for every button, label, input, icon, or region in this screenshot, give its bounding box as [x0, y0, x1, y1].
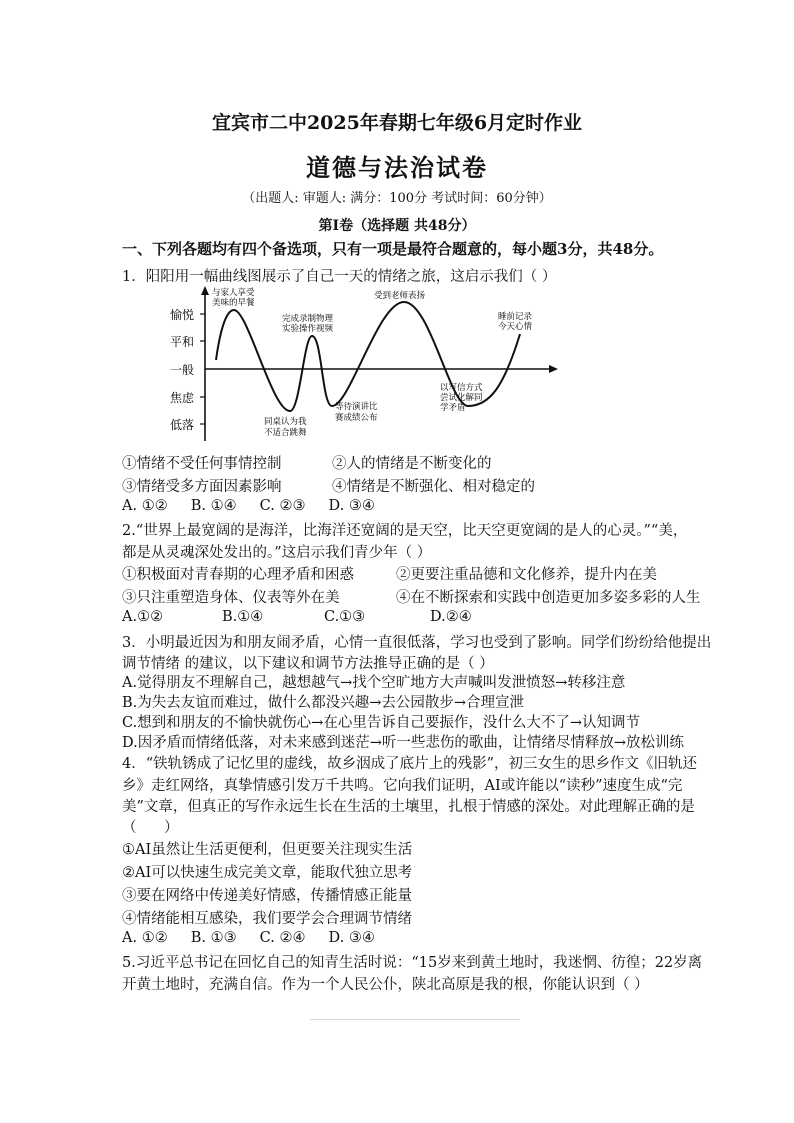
q3-option-d: D.因矛盾而情绪低落，对未来感到迷茫→听一些悲伤的歌曲，让情绪尽情释放→放松训练 — [122, 735, 685, 751]
annotation-deskmate-2: 不适合跳舞 — [264, 428, 307, 438]
q2-answer-a: A.①② — [122, 609, 164, 625]
q4-stem-line-3: 美”文章，但真正的写作永远生长在生活的土壤里，扎根于情感的深处。对此理解正确的是 — [122, 799, 695, 815]
annotation-letter-3: 学矛盾 — [440, 403, 466, 413]
emotion-curve-chart — [160, 286, 560, 446]
q3-stem-line-2: 调节情绪 的建议，以下建议和调节方法推导正确的是（ ） — [122, 656, 494, 672]
level-label-ordinary: 一般 — [170, 363, 195, 377]
x-axis-arrow — [549, 365, 558, 373]
annotation-praise: 受到老师表扬 — [374, 291, 426, 301]
q1-stem: 1．阳阳用一幅曲线图展示了自己一天的情绪之旅，这启示我们（ ） — [122, 269, 557, 285]
school-exam-title: 宜宾市二中2025年春期七年级6月定时作业 — [211, 112, 583, 134]
q3-stem-line-1: 3．小明最近因为和朋友闹矛盾，心情一直很低落，学习也受到了影响。同学们纷纷给他提出 — [122, 635, 712, 651]
level-label-calm: 平和 — [170, 335, 195, 349]
q4-stem-line-1: 4．“铁轨锈成了记忆里的虚线，故乡洇成了底片上的残影”，初三女生的思乡作文《旧轨还 — [122, 756, 698, 772]
q4-stem-line-2: 乡》走红网络，真挚情感引发万千共鸣。它向我们证明，AI或许能以“读秒”速度生成“完 — [122, 778, 683, 794]
q5-stem-line-1: 5.习近平总书记在回忆自己的知青生活时说：“15岁来到黄土地时，我迷惘、彷徨；22岁离 — [122, 955, 703, 971]
q5-stem-line-2: 开黄土地时，充满自信。作为一个人民公仆，陕北高原是我的根，你能认识到（ ） — [122, 977, 649, 993]
annotation-letter-2: 尝试化解同 — [440, 393, 483, 403]
annotation-letter-1: 以写信方式 — [440, 383, 483, 393]
q1-option-2: ②人的情绪是不断变化的 — [332, 456, 492, 472]
q4-answer-choices: A. ①② B. ①③ C. ②④ D. ③④ — [122, 930, 375, 946]
q1-option-3: ③情绪受多方面因素影响 — [122, 479, 282, 495]
q3-option-b: B.为失去友谊而难过，做什么都没兴趣→去公园散步→合理宣泄 — [122, 695, 525, 711]
q1-option-1: ①情绪不受任何事情控制 — [122, 456, 282, 472]
exam-meta-line: （出题人: 审题人: 满分：100分 考试时间：60分钟） — [242, 191, 552, 206]
q1-answer-choices: A. ①② B. ①④ C. ②③ D. ③④ — [122, 498, 375, 514]
annotation-contest-1: 等待演讲比 — [335, 402, 378, 412]
y-axis-arrow — [201, 286, 209, 295]
q2-option-1: ①积极面对青春期的心理矛盾和困惑 — [122, 567, 354, 583]
annotation-video-1: 完成录制物理 — [282, 314, 334, 324]
volume-heading: 第Ⅰ卷（选择题 共48分） — [318, 218, 476, 234]
level-label-joyful: 愉悦 — [170, 308, 195, 322]
q4-option-3: ③要在网络中传递美好情感，传播情感正能量 — [122, 888, 412, 904]
q4-option-1: ①AI虽然让生活更便利，但更要关注现实生活 — [122, 842, 413, 858]
annotation-deskmate-1: 同桌认为我 — [264, 417, 307, 427]
q2-answer-b: B.①④ — [222, 609, 264, 625]
q2-answer-d: D.②④ — [430, 609, 472, 625]
q2-option-2: ②更要注重品德和文化修养，提升内在美 — [396, 567, 657, 583]
annotation-video-2: 实验操作视频 — [282, 324, 334, 334]
subject-title: 道德与法治试卷 — [306, 153, 488, 182]
annotation-breakfast-1: 与家人享受 — [212, 288, 255, 298]
q4-stem-line-4: （ ） — [122, 820, 179, 836]
section-instruction: 一、下列各题均有四个备选项，只有一项是最符合题意的，每小题3分，共48分。 — [122, 240, 664, 258]
q3-option-a: A.觉得朋友不理解自己，越想越气→找个空旷地方大声喊叫发泄愤怒→转移注意 — [122, 675, 626, 691]
q2-stem-line-2: 都是从灵魂深处发出的。”这启示我们青少年（ ） — [122, 545, 432, 561]
annotation-diary-1: 睡前记录 — [498, 312, 533, 322]
annotation-breakfast-2: 美味的早餐 — [212, 298, 255, 308]
footer-divider — [310, 1019, 520, 1020]
q2-option-4: ④在不断探索和实践中创造更加多姿多彩的人生 — [396, 590, 701, 606]
q1-option-4: ④情绪是不断强化、相对稳定的 — [332, 479, 535, 495]
q2-answer-c: C.①③ — [324, 609, 366, 625]
q2-stem-line-1: 2.“世界上最宽阔的是海洋，比海洋还宽阔的是天空，比天空更宽阔的是人的心灵。”“美， — [122, 523, 688, 539]
level-label-anxious: 焦虑 — [170, 391, 195, 405]
q4-option-4: ④情绪能相互感染，我们要学会合理调节情绪 — [122, 911, 412, 927]
annotation-diary-2: 今天心情 — [498, 322, 533, 332]
annotation-contest-2: 赛成绩公布 — [335, 413, 378, 423]
q2-option-3: ③只注重塑造身体、仪表等外在美 — [122, 590, 340, 606]
q4-option-2: ②AI可以快速生成完美文章，能取代独立思考 — [122, 865, 413, 881]
level-label-low: 低落 — [170, 418, 195, 432]
q3-option-c: C.想到和朋友的不愉快就伤心→在心里告诉自己要振作，没什么大不了→认知调节 — [122, 715, 640, 731]
